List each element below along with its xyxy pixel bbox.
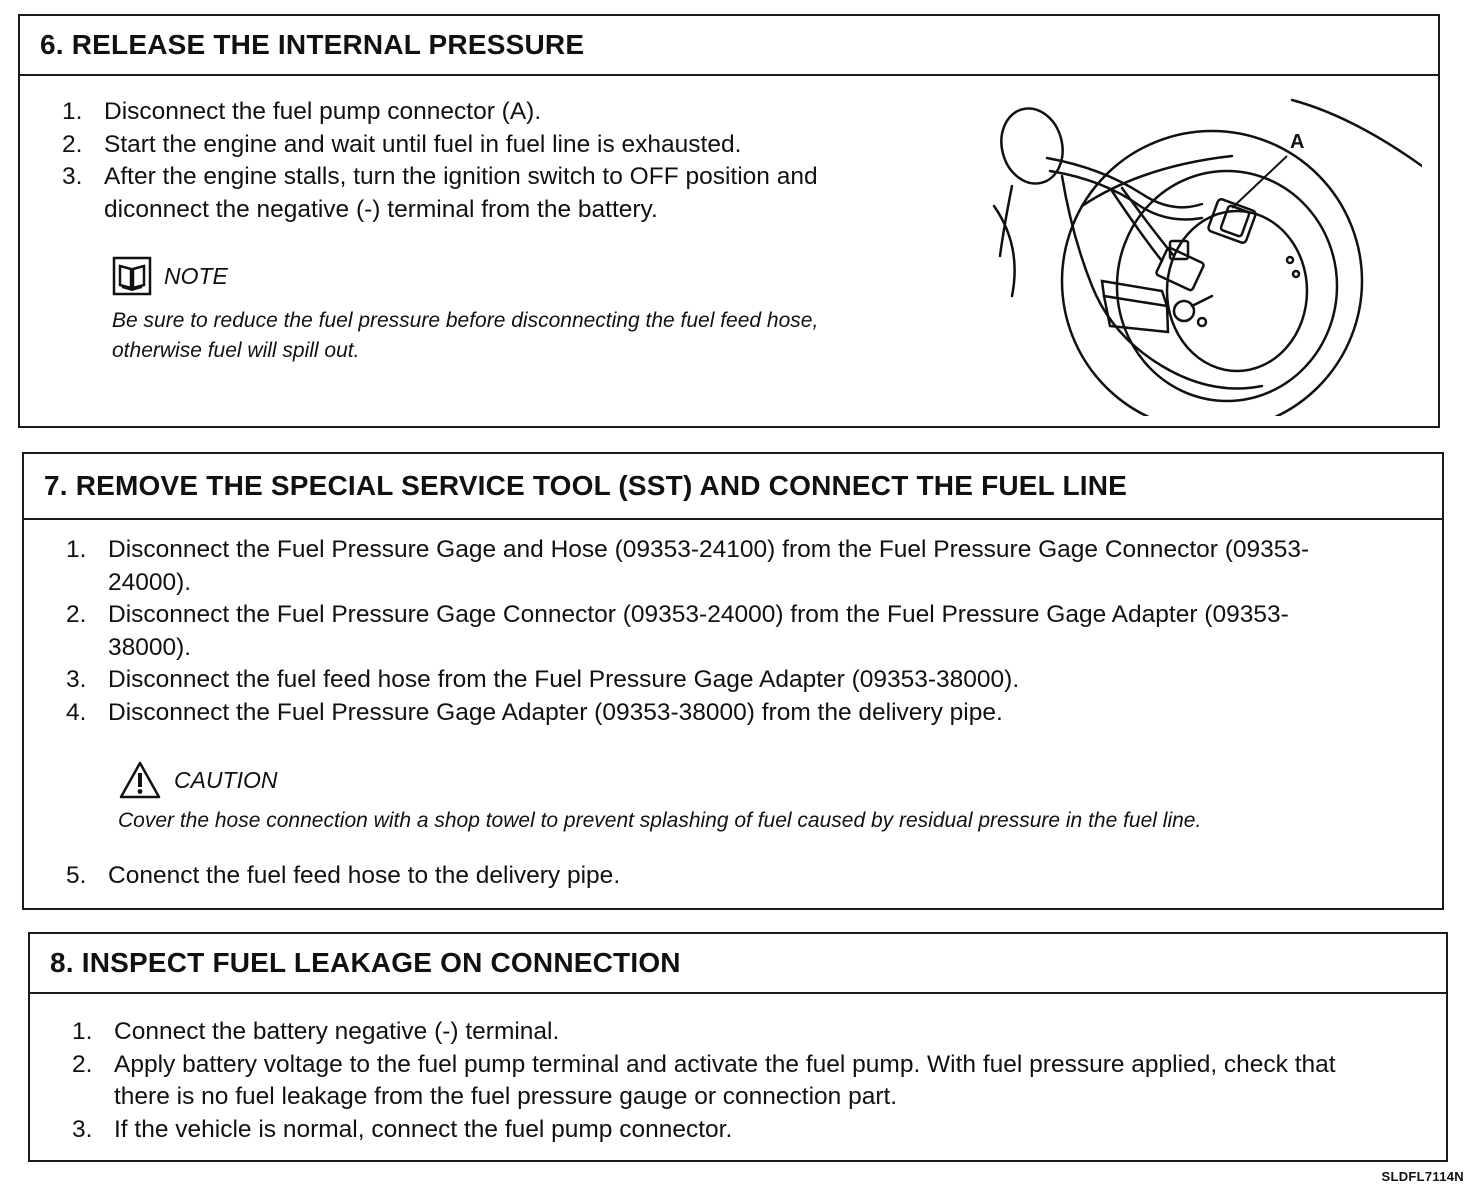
note-label: NOTE bbox=[164, 262, 228, 289]
list-item bbox=[66, 534, 1366, 599]
document-code: SLDFL7114N bbox=[1381, 1169, 1464, 1184]
step-list bbox=[72, 1016, 1372, 1146]
note-text: Be sure to reduce the fuel pressure before disconnecting the fuel feed hose, otherwise fuel will spill out. bbox=[112, 309, 819, 362]
warning-icon bbox=[118, 760, 162, 800]
section-inspect-leakage bbox=[28, 932, 1448, 1162]
step-text: Conenct the fuel feed hose to the delivery pipe. bbox=[108, 862, 621, 889]
list-item bbox=[66, 664, 1366, 697]
caution-header bbox=[118, 760, 1418, 800]
step-text: Disconnect the fuel pump connector (A). bbox=[104, 98, 542, 125]
step-text: After the engine stalls, turn the ignition switch to OFF position and diconnect the negative (-) terminal from the battery. bbox=[104, 163, 818, 223]
step-number: 4. bbox=[66, 698, 87, 726]
note-callout bbox=[112, 256, 882, 366]
final-step-list bbox=[66, 860, 1366, 893]
step-list bbox=[66, 534, 1366, 729]
step-text: Disconnect the fuel feed hose from the Fuel Pressure Gage Adapter (09353-38000). bbox=[108, 666, 1020, 693]
step-text: If the vehicle is normal, connect the fuel pump connector. bbox=[114, 1115, 733, 1143]
section-remove-sst bbox=[22, 452, 1444, 910]
step-text: Start the engine and wait until fuel in fuel line is exhausted. bbox=[104, 130, 742, 158]
caution-callout bbox=[118, 760, 1418, 836]
step-number: 1. bbox=[66, 536, 87, 563]
step-number: 2. bbox=[66, 601, 87, 628]
step-number: 5. bbox=[66, 862, 87, 889]
step-list bbox=[62, 96, 892, 226]
step-text: Apply battery voltage to the fuel pump terminal and activate the fuel pump. With fuel pressure applied, check that there is no fuel leakage from the fuel pressure gauge or connection part. bbox=[114, 1050, 1336, 1110]
section-title: 7. REMOVE THE SPECIAL SERVICE TOOL (SST) AND CONNECT THE FUEL LINE bbox=[24, 454, 1442, 520]
list-item bbox=[62, 96, 892, 129]
book-icon bbox=[112, 256, 152, 296]
step-text: Disconnect the Fuel Pressure Gage Adapter (09353-38000) from the delivery pipe. bbox=[108, 698, 1003, 726]
caution-text: Cover the hose connection with a shop towel to prevent splashing of fuel caused by residual pressure in the fuel line. bbox=[118, 809, 1202, 832]
fuel-pump-illustration bbox=[992, 96, 1422, 416]
note-header bbox=[112, 256, 882, 296]
step-number: 1. bbox=[72, 1018, 93, 1045]
list-item bbox=[62, 161, 892, 226]
caution-label: CAUTION bbox=[174, 766, 278, 793]
step-number: 3. bbox=[62, 163, 83, 190]
list-item bbox=[72, 1049, 1372, 1114]
step-text: Disconnect the Fuel Pressure Gage Connector (09353-24000) from the Fuel Pressure Gage Adapter (09353-38000). bbox=[108, 601, 1289, 661]
step-text: Disconnect the Fuel Pressure Gage and Hose (09353-24100) from the Fuel Pressure Gage Connector (09353-24000). bbox=[108, 536, 1310, 596]
list-item bbox=[72, 1114, 1372, 1147]
list-item bbox=[66, 697, 1366, 730]
step-number: 2. bbox=[72, 1050, 93, 1078]
list-item bbox=[66, 860, 1366, 893]
step-number: 1. bbox=[62, 98, 83, 125]
step-number: 2. bbox=[62, 130, 83, 158]
step-number: 3. bbox=[66, 666, 87, 693]
callout-label-a: A bbox=[1290, 131, 1305, 153]
section-title: 6. RELEASE THE INTERNAL PRESSURE bbox=[20, 16, 1438, 76]
section-title: 8. INSPECT FUEL LEAKAGE ON CONNECTION bbox=[30, 934, 1446, 994]
step-number: 3. bbox=[72, 1115, 93, 1143]
list-item bbox=[66, 599, 1366, 664]
section-release-pressure bbox=[18, 14, 1440, 428]
step-text: Connect the battery negative (-) terminal. bbox=[114, 1018, 560, 1045]
list-item bbox=[72, 1016, 1372, 1049]
list-item bbox=[62, 129, 892, 162]
